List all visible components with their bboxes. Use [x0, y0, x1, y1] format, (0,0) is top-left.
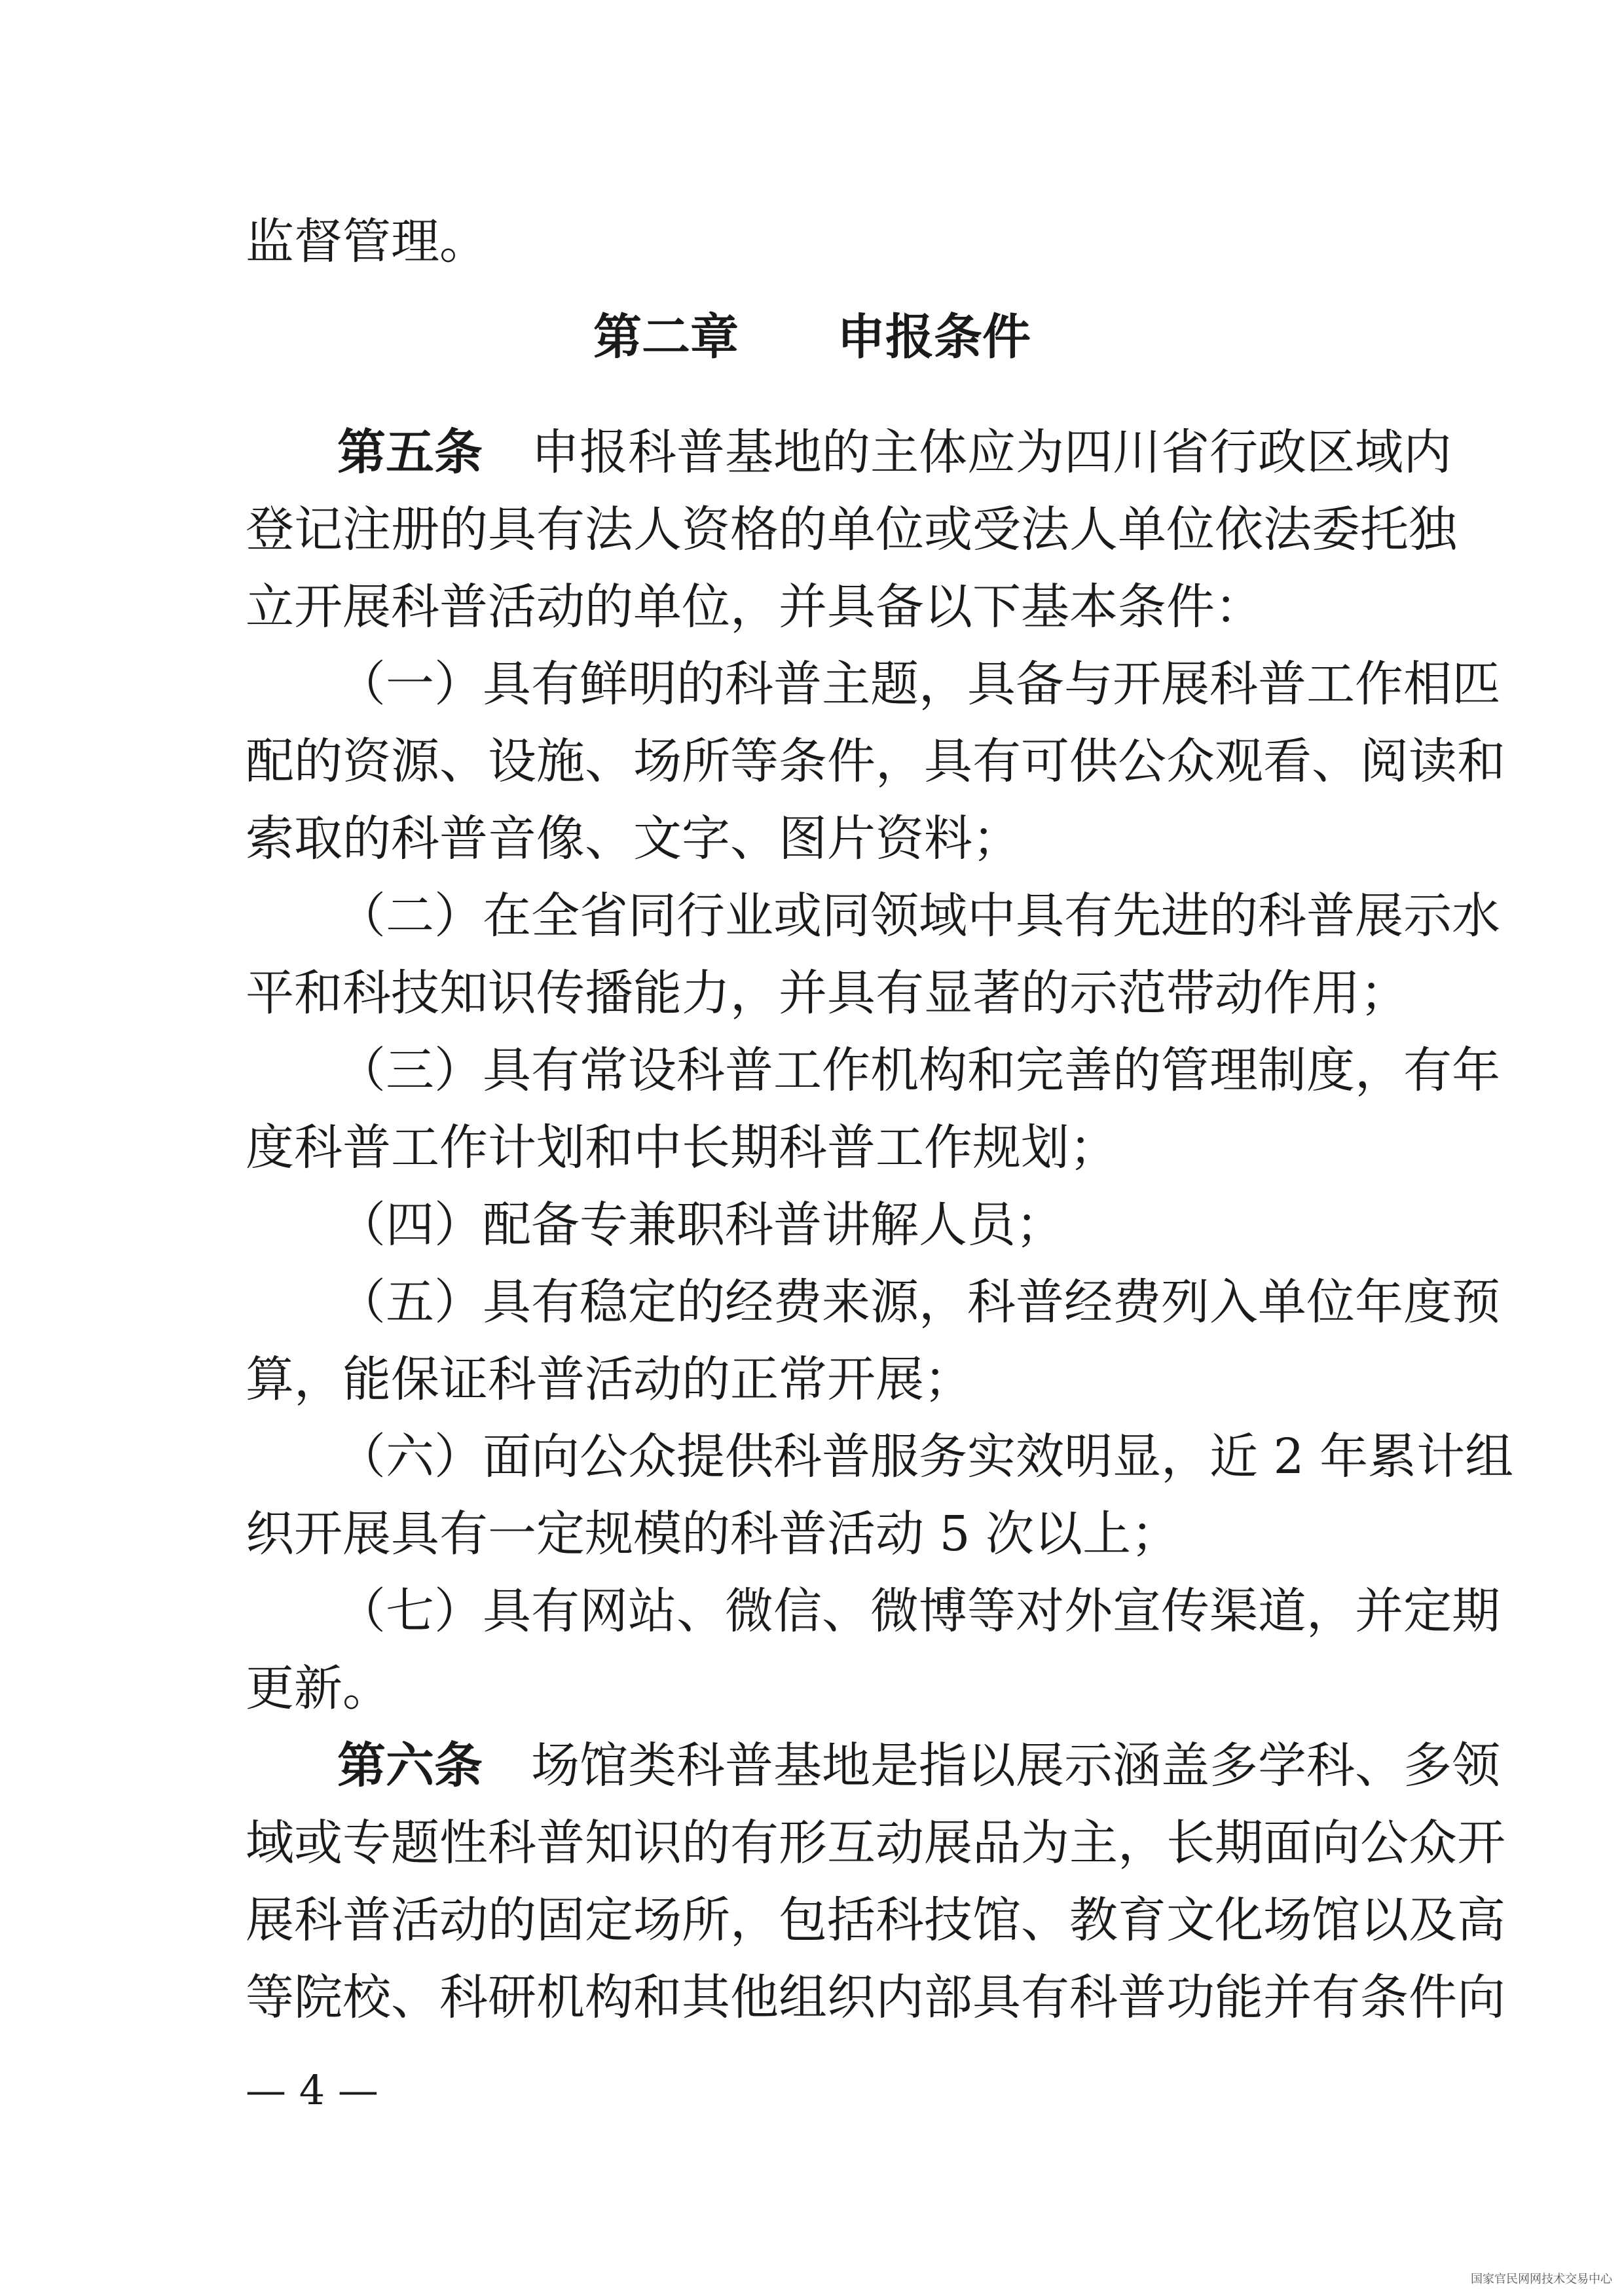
continued-text-line: 监督管理。 — [246, 213, 488, 270]
condition-3-line-1: （三）具有常设科普工作机构和完善的管理制度，有年 — [337, 1042, 1500, 1099]
article6-line-1 — [337, 1727, 1500, 1804]
condition-5-line-1: （五）具有稳定的经费来源，科普经费列入单位年度预 — [337, 1274, 1500, 1330]
condition-2-line-1: （二）在全省同行业或同领域中具有先进的科普展示水 — [337, 888, 1500, 944]
condition-1-line-3: 索取的科普音像、文字、图片资料； — [246, 811, 1021, 867]
article5-line-2: 登记注册的具有法人资格的单位或受法人单位依法委托独 — [246, 501, 1457, 558]
chapter-title: 申报条件 — [837, 309, 1031, 365]
condition-5-line-2: 算，能保证科普活动的正常开展； — [246, 1351, 972, 1408]
condition-7-line-1: （七）具有网站、微信、微博等对外宣传渠道，并定期 — [337, 1583, 1500, 1639]
condition-4-line-1: （四）配备专兼职科普讲解人员； — [337, 1197, 1064, 1253]
page-number: — 4 — — [246, 2066, 378, 2114]
article5-line-3: 立开展科普活动的单位，并具备以下基本条件： — [246, 579, 1263, 635]
condition-1-line-2: 配的资源、设施、场所等条件，具有可供公众观看、阅读和 — [246, 733, 1505, 790]
article5-text-1: 申报科普基地的主体应为四川省行政区域内 — [531, 424, 1452, 481]
condition-6-line-2: 织开展具有一定规模的科普活动 5 次以上； — [246, 1506, 1180, 1562]
condition-6-line-1: （六）面向公众提供科普服务实效明显，近 2 年累计组 — [337, 1429, 1514, 1485]
condition-3-line-2: 度科普工作计划和中长期科普工作规划； — [246, 1120, 1118, 1176]
article6-text-1: 场馆类科普基地是指以展示涵盖多学科、多领 — [531, 1738, 1500, 1794]
article6-label: 第六条 — [337, 1738, 483, 1794]
article5-label: 第五条 — [337, 424, 483, 481]
article5-line-1 — [337, 414, 1452, 491]
watermark: 国家官民网网技术交易中心 — [1471, 2272, 1612, 2286]
article6-line-3: 展科普活动的固定场所，包括科技馆、教育文化场馆以及高 — [246, 1892, 1505, 1948]
chapter-number: 第二章 — [593, 309, 739, 365]
chapter-heading — [246, 299, 1378, 376]
condition-7-line-2: 更新。 — [246, 1660, 391, 1717]
article6-line-2: 域或专题性科普知识的有形互动展品为主，长期面向公众开 — [246, 1815, 1505, 1871]
article6-line-4: 等院校、科研机构和其他组织内部具有科普功能并有条件向 — [246, 1969, 1505, 2026]
condition-2-line-2: 平和科技知识传播能力，并具有显著的示范带动作用； — [246, 965, 1409, 1021]
condition-1-line-1: （一）具有鲜明的科普主题，具备与开展科普工作相匹 — [337, 656, 1500, 712]
